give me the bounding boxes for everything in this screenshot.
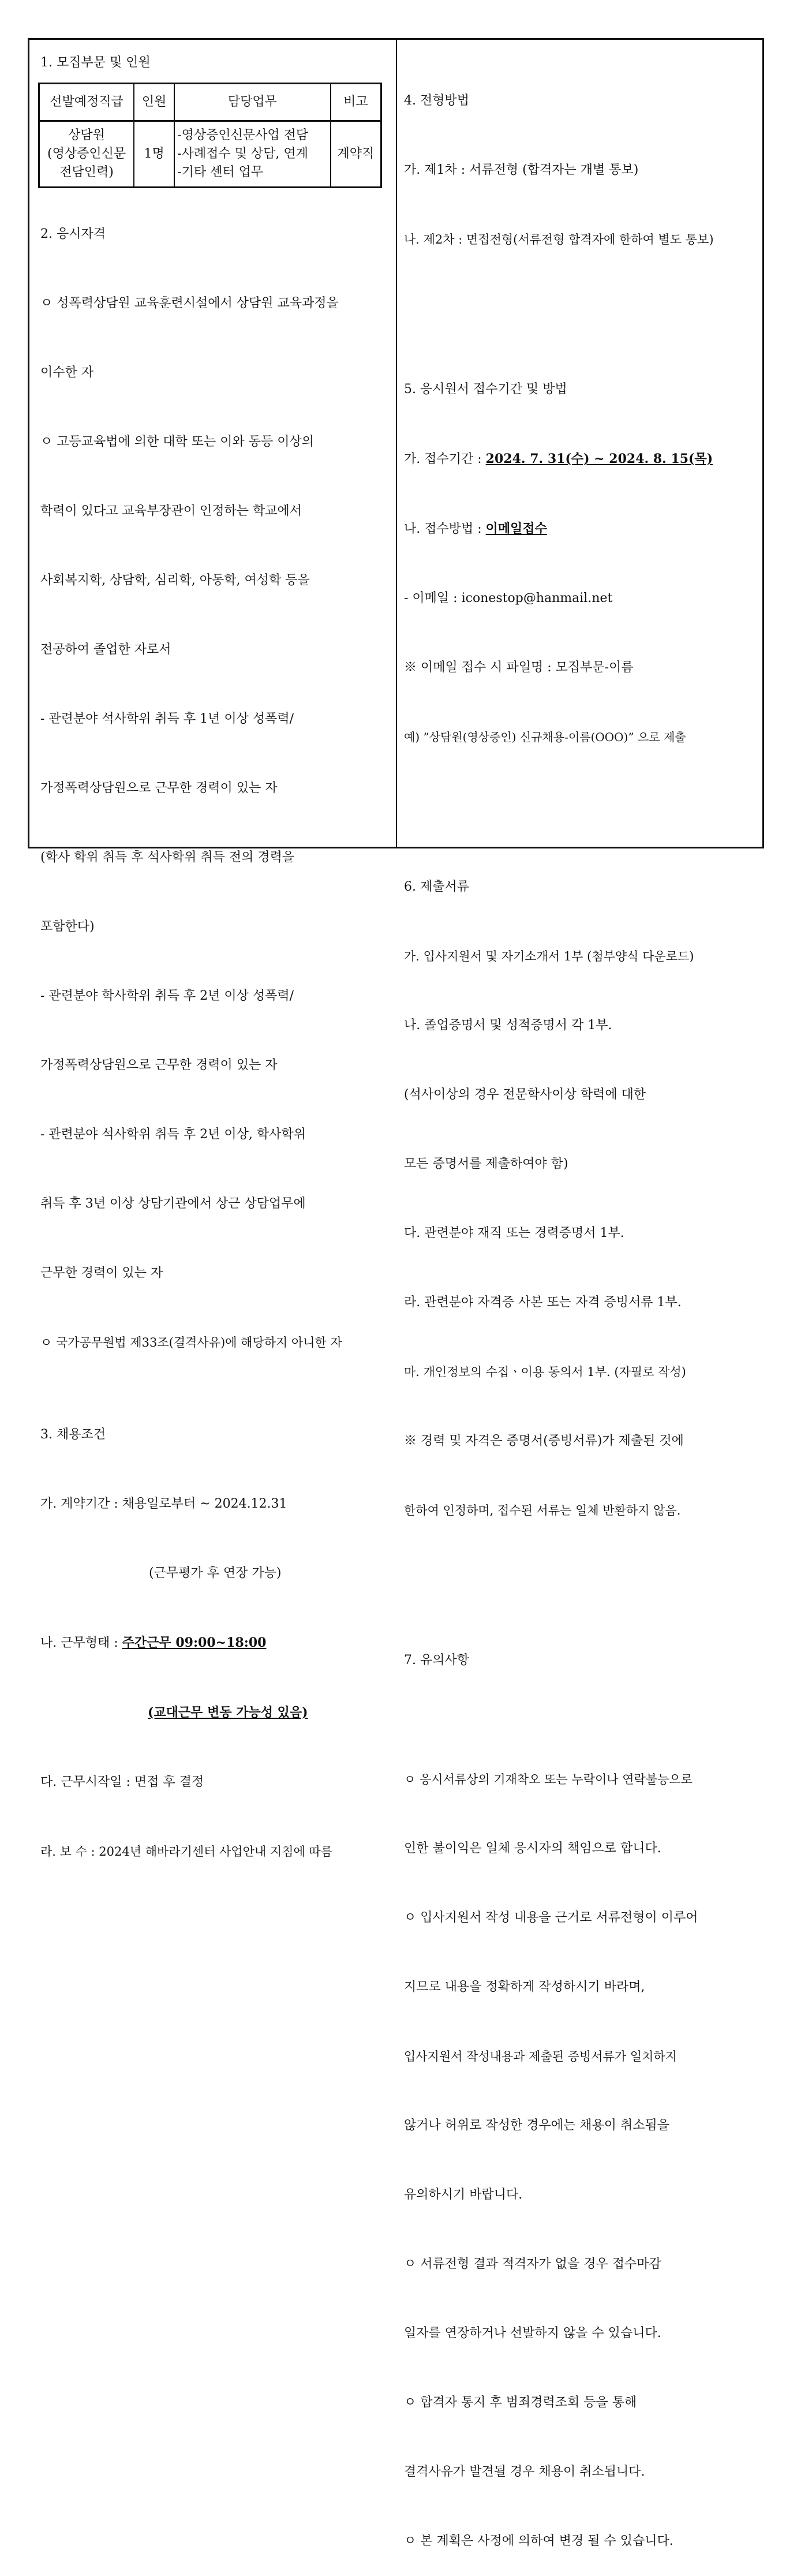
document-line: 라. 관련분야 자격증 사본 또는 자격 증빙서류 1부. — [404, 1295, 682, 1310]
qualification-line: - 관련분야 석사학위 취득 후 1년 이상 성폭력/ — [40, 712, 294, 726]
section6-title: 6. 제출서류 — [404, 880, 469, 894]
notice-line: 결격사유가 발견될 경우 채용이 취소됩니다. — [404, 2465, 645, 2479]
document-line: (석사이상의 경우 전문학사이상 학력에 대한 — [404, 1087, 646, 1102]
notice-line: 유의하시기 바랍니다. — [404, 2188, 523, 2202]
document-line: 모든 증명서를 제출하여야 함) — [404, 1157, 568, 1171]
notice-line: 일자를 연장하거나 선발하지 않을 수 있습니다. — [404, 2326, 661, 2341]
cell-position — [39, 121, 134, 188]
qualification-line: 이수한 자 — [40, 365, 94, 380]
document-line: ※ 경력 및 자격은 증명서(증빙서류)가 제출된 것에 — [404, 1434, 684, 1448]
section1-title: 1. 모집부문 및 인원 — [40, 55, 151, 70]
notice-line: 입사지원서 작성내용과 제출된 증빙서류가 일치하지 — [404, 2050, 677, 2063]
method-label: 나. 접수방법 : — [404, 522, 486, 536]
header-note: 비고 — [331, 84, 381, 121]
qualification-line: ㅇ 국가공무원법 제33조(결격사유)에 해당하지 아니한 자 — [40, 1336, 342, 1349]
document-line: 나. 졸업증명서 및 성적증명서 각 1부. — [404, 1018, 612, 1033]
column-divider — [396, 38, 397, 848]
filename-note: ※ 이메일 접수 시 파일명 : 모집부문-이름 — [404, 660, 634, 675]
section4-title: 4. 전형방법 — [404, 94, 469, 108]
qualification-line: - 관련분야 석사학위 취득 후 2년 이상, 학사학위 — [40, 1127, 306, 1142]
work-type-label: 나. 근무형태 : — [40, 1636, 122, 1650]
header-count: 인원 — [134, 84, 174, 121]
qualification-line: 가정폭력상담원으로 근무한 경력이 있는 자 — [40, 781, 278, 795]
qualification-line: ㅇ 성폭력상담원 교육훈련시설에서 상담원 교육과정을 — [40, 296, 339, 311]
qualification-line: 전공하여 졸업한 자로서 — [40, 642, 171, 657]
notice-line: ㅇ 본 계획은 사정에 의하여 변경 될 수 있습니다. — [404, 2534, 673, 2548]
position-line: (영상증인신문 — [47, 147, 126, 161]
qualification-line: 학력이 있다고 교육부장관이 인정하는 학교에서 — [40, 504, 302, 518]
qualification-line: 포함한다) — [40, 919, 95, 934]
work-type — [40, 1631, 394, 1655]
notice-line: 않거나 허위로 작성한 경우에는 채용이 취소됨을 — [404, 2118, 670, 2133]
method-value: 이메일접수 — [485, 521, 547, 536]
qualification-line: 가정폭력상담원으로 근무한 경력이 있는 자 — [40, 1058, 278, 1072]
position-line: 상담원 — [68, 128, 105, 143]
duty-line: -사례접수 및 상담, 연계 — [177, 147, 308, 161]
position-line: 전담인력) — [59, 165, 114, 180]
left-column — [40, 51, 394, 1909]
pay: 라. 보 수 : 2024년 해바라기센터 사업안내 지침에 따름 — [40, 1845, 333, 1859]
qualification-line: (학사 학위 취득 후 석사학위 취득 전의 경력을 — [40, 850, 295, 865]
cell-duties — [174, 121, 330, 188]
document-line: 마. 개인정보의 수집ㆍ이용 동의서 1부. (자필로 작성) — [404, 1365, 686, 1379]
header-position: 선발예정직급 — [39, 84, 134, 121]
section5-title: 5. 응시원서 접수기간 및 방법 — [404, 382, 567, 397]
header-duties: 담당업무 — [174, 84, 330, 121]
qualification-line: 사회복지학, 상담학, 심리학, 아동학, 여성학 등을 — [40, 573, 310, 588]
duty-line: -기타 센터 업무 — [177, 165, 264, 180]
work-type-value: 주간근무 09:00~18:00 — [122, 1635, 267, 1650]
recruit-table — [38, 83, 382, 188]
start-date: 다. 근무시작일 : 면접 후 결정 — [40, 1775, 204, 1789]
application-period — [404, 447, 762, 471]
document-line: 다. 관련분야 재직 또는 경력증명서 1부. — [404, 1226, 624, 1240]
table-header-row — [39, 84, 381, 121]
qualification-line: ㅇ 고등교육법에 의한 대학 또는 이와 동등 이상의 — [40, 435, 314, 449]
section3-body — [40, 1446, 394, 1909]
right-column — [404, 43, 762, 2576]
qualification-line: 취득 후 3년 이상 상담기관에서 상근 상담업무에 — [40, 1197, 306, 1211]
notice-line: 지므로 내용을 정확하게 작성하시기 바라며, — [404, 1980, 645, 1994]
contract-note: (근무평가 후 연장 가능) — [149, 1566, 282, 1580]
section2-body — [40, 246, 394, 1400]
document-line: 한하여 인정하며, 접수된 서류는 일체 반환하지 않음. — [404, 1504, 681, 1517]
duty-line: -영상증인신문사업 전담 — [177, 128, 309, 143]
notice-line: ㅇ 서류전형 결과 적격자가 없을 경우 접수마감 — [404, 2257, 661, 2271]
section2-title: 2. 응시자격 — [40, 227, 106, 241]
cell-note: 계약직 — [331, 121, 381, 188]
qualification-line: 근무한 경력이 있는 자 — [40, 1266, 163, 1280]
section7-title: 7. 유의사항 — [404, 1653, 469, 1668]
notice-line: ㅇ 합격자 통지 후 범죄경력조회 등을 통해 — [404, 2395, 637, 2410]
email-line: - 이메일 : iconestop@hanmail.net — [404, 591, 613, 605]
document-line: 가. 입사지원서 및 자기소개서 1부 (첨부양식 다운로드) — [404, 949, 694, 963]
filename-example: 예) ”상담원(영상증인) 신규채용-이름(OOO)” 으로 제출 — [404, 730, 686, 744]
period-label: 가. 접수기간 : — [404, 452, 486, 466]
selection-line: 나. 제2차 : 면접전형(서류전형 합격자에 한하여 별도 통보) — [404, 233, 714, 246]
contract-period: 가. 계약기간 : 채용일로부터 ~ 2024.12.31 — [40, 1497, 287, 1511]
qualification-line: - 관련분야 학사학위 취득 후 2년 이상 성폭력/ — [40, 989, 294, 1003]
section3-title: 3. 채용조건 — [40, 1427, 106, 1442]
notice-line: ㅇ 응시서류상의 기재착오 또는 누락이나 연락불능으로 — [404, 1773, 693, 1786]
table-row — [39, 121, 381, 188]
period-value: 2024. 7. 31(수) ~ 2024. 8. 15(목) — [485, 451, 713, 466]
selection-line: 가. 제1차 : 서류전형 (합격자는 개별 통보) — [404, 163, 639, 177]
cell-count: 1명 — [134, 121, 174, 188]
notice-line: 인한 불이익은 일체 응시자의 책임으로 합니다. — [404, 1841, 661, 1856]
work-type-note: (교대근무 변동 가능성 있음) — [148, 1705, 308, 1720]
notice-line: ㅇ 입사지원서 작성 내용을 근거로 서류전형이 이루어 — [404, 1910, 698, 1925]
application-method — [404, 517, 762, 541]
